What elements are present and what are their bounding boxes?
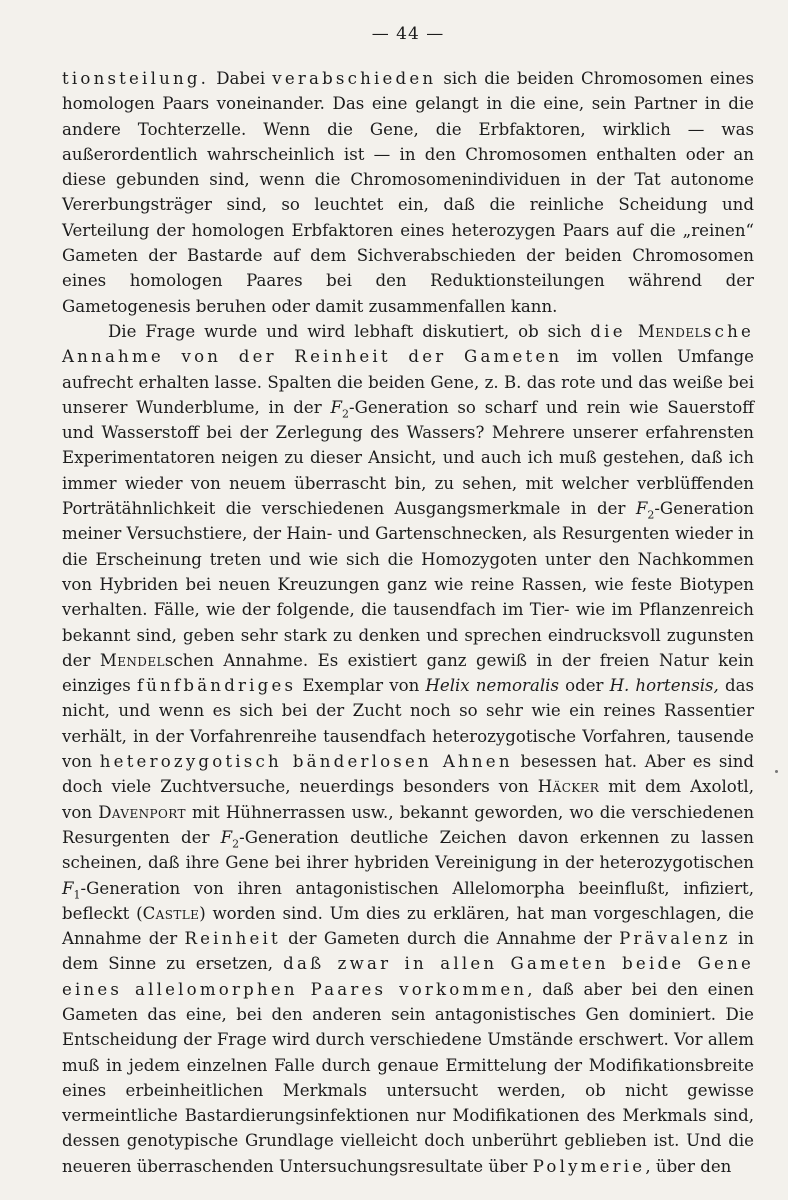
text-run: , daß aber bei den einen Gameten das eine, bei den anderen sein antagonistisches Gen dominiert. Die Entscheidung der Frage wird durch verschiedene Umstände erschwert. Vor allem muß in jedem einzelnen Falle durch genaue Ermittelung der Modifikationsbreite eines erbeinheitlichen Merkmals untersucht werden, ob nicht gewisse vermeintliche Bastardierungsinfektionen nur Modifikationen des Merkmals sind, dessen genotypische Grundlage vielleicht doch unberührt geblieben ist. Und die neueren überraschenden Untersuchungsresultate über (62, 979, 754, 1176)
margin-speck (775, 770, 778, 773)
text-run: Die Frage wurde und wird lebhaft diskutiert, ob sich (108, 321, 591, 341)
spaced-term: Prävalenz (619, 929, 731, 949)
text-run: sich die beiden Chromosomen eines homologen Paars voneinander. Das eine gelangt in die eine, sein Partner in die andere Tochterzelle. Wenn die Gene, die Erbfaktoren, wirklich — was außerordentlich wahrscheinlich ist — in den Chromosomen enthalten oder an diese gebunden sind, wenn die Chromosomenindividuen in der Tat autonome Vererbungsträger sind, so leuchtet ein, daß die reinliche Scheidung und Verteilung der homologen Erbfaktoren eines heterozygen Paars auf die „reinen“ Gameten der Bastarde auf dem Sichverabschieden der beiden Chromosomen eines homologen Paares bei den Reduktionsteilungen während der Gametogenesis beruhen oder damit zusammenfallen kann. (62, 69, 754, 316)
text-run: Exemplar von (296, 676, 426, 696)
text-run: , über den (645, 1156, 732, 1176)
text-run: ) worden sind. Um dies zu erklären, hat man vorgeschlagen, die Annahme der (62, 903, 754, 949)
spaced-term: sche Annahme von der Reinheit der Gameten (62, 321, 754, 367)
spaced-term: Reinheit (184, 929, 281, 949)
text-run: -Generation von ihren antagonistischen Allelomorpha beeinflußt, infiziert, befleckt ( (62, 878, 754, 923)
spaced-term: tionsteilung. (62, 69, 210, 88)
page-body (62, 66, 754, 1179)
spaced-term: die (590, 321, 638, 341)
math-subscript: 2 (232, 837, 240, 851)
paragraph-2 (62, 319, 754, 1179)
text-run: schen Annahme. Es existiert ganz gewiß in der freien Natur kein einziges (62, 650, 754, 696)
text-run: mit dem Axolotl, von (62, 777, 755, 822)
math-symbol: F (330, 397, 342, 417)
paragraph-1 (62, 66, 754, 319)
species-name: Helix nemoralis (425, 676, 559, 696)
spaced-term: fünfbändriges (136, 676, 297, 696)
math-symbol: F (220, 827, 233, 847)
page-number: — 44 — (371, 24, 445, 44)
author-name: Davenport (98, 802, 186, 822)
text-run: in dem Sinne zu ersetzen, (62, 929, 754, 974)
math-symbol: F (635, 499, 648, 519)
text-run: mit Hühnerrassen usw., bekannt geworden, wo die verschiedenen Resurgenten der (62, 802, 755, 847)
text-run: -Generation meiner Versuchstiere, der Hain- und Gartenschnecken, als Resurgenten wieder in die Erscheinung treten und wie sich die Homozygoten unter den Nachkommen von Hybriden bei neuen Kreuzungen ganz wie reine Rassen, wie feste Biotypen verhalten. Fälle, wie der folgende, die tausendfach im Tier- wie im Pflanzenreich bekannt sind, geben sehr stark zu denken und sprechen eindrucksvoll zugunsten der (62, 499, 754, 670)
math-symbol: F (62, 878, 74, 898)
text-run: besessen hat. Aber es sind doch viele Zuchtversuche, neuerdings besonders von (62, 752, 755, 797)
text-run: -Generation so scharf und rein wie Sauerstoff und Wasserstoff bei der Zerlegung des Wassers? Mehrere unserer erfahrensten Experimentatoren neigen zu dieser Ansicht, und auch ich muß gestehen, daß ich immer wieder von neuem überrascht bin, zu sehen, mit welcher verblüffenden Porträtähnlichkeit die verschiedenen Ausgangsmerkmale in der (62, 397, 754, 519)
text-run: das nicht, und wenn es sich bei der Zucht noch so sehr wie ein reines Rassentier verhält, in der Vorfahrenreihe tausendfach heterozygotische Vorfahren, tausende von (62, 676, 754, 772)
math-subscript: 2 (341, 407, 349, 421)
text-run: oder (558, 676, 610, 696)
math-subscript: 1 (73, 887, 81, 901)
author-name: Mendel (99, 650, 165, 670)
text-run: der Gameten durch die Annahme der (280, 929, 620, 949)
author-name: Castle (142, 903, 200, 923)
species-name: H. hortensis, (609, 676, 719, 696)
author-name: Mendel (637, 321, 703, 341)
math-subscript: 2 (647, 508, 655, 522)
text-run: Dabei (209, 69, 273, 88)
spaced-term: Polymerie (532, 1156, 646, 1176)
text-run: im vollen Umfange aufrecht erhalten lasse. Spalten die beiden Gene, z. B. das rote und das weiße bei unserer Wunderblume, in der (62, 347, 754, 417)
spaced-term: verabschieden (272, 69, 437, 88)
spaced-term: daß zwar in allen Gameten beide Gene eines allelomorphen Paares vorkommen (62, 954, 754, 999)
text-run: -Generation deutliche Zeichen davon erkennen zu lassen scheinen, daß ihre Gene bei ihrer hybriden Vereinigung in der heterozygotischen (62, 827, 754, 873)
spaced-term: heterozygotisch bänderlosen Ahnen (99, 752, 513, 772)
author-name: Häcker (537, 777, 600, 797)
